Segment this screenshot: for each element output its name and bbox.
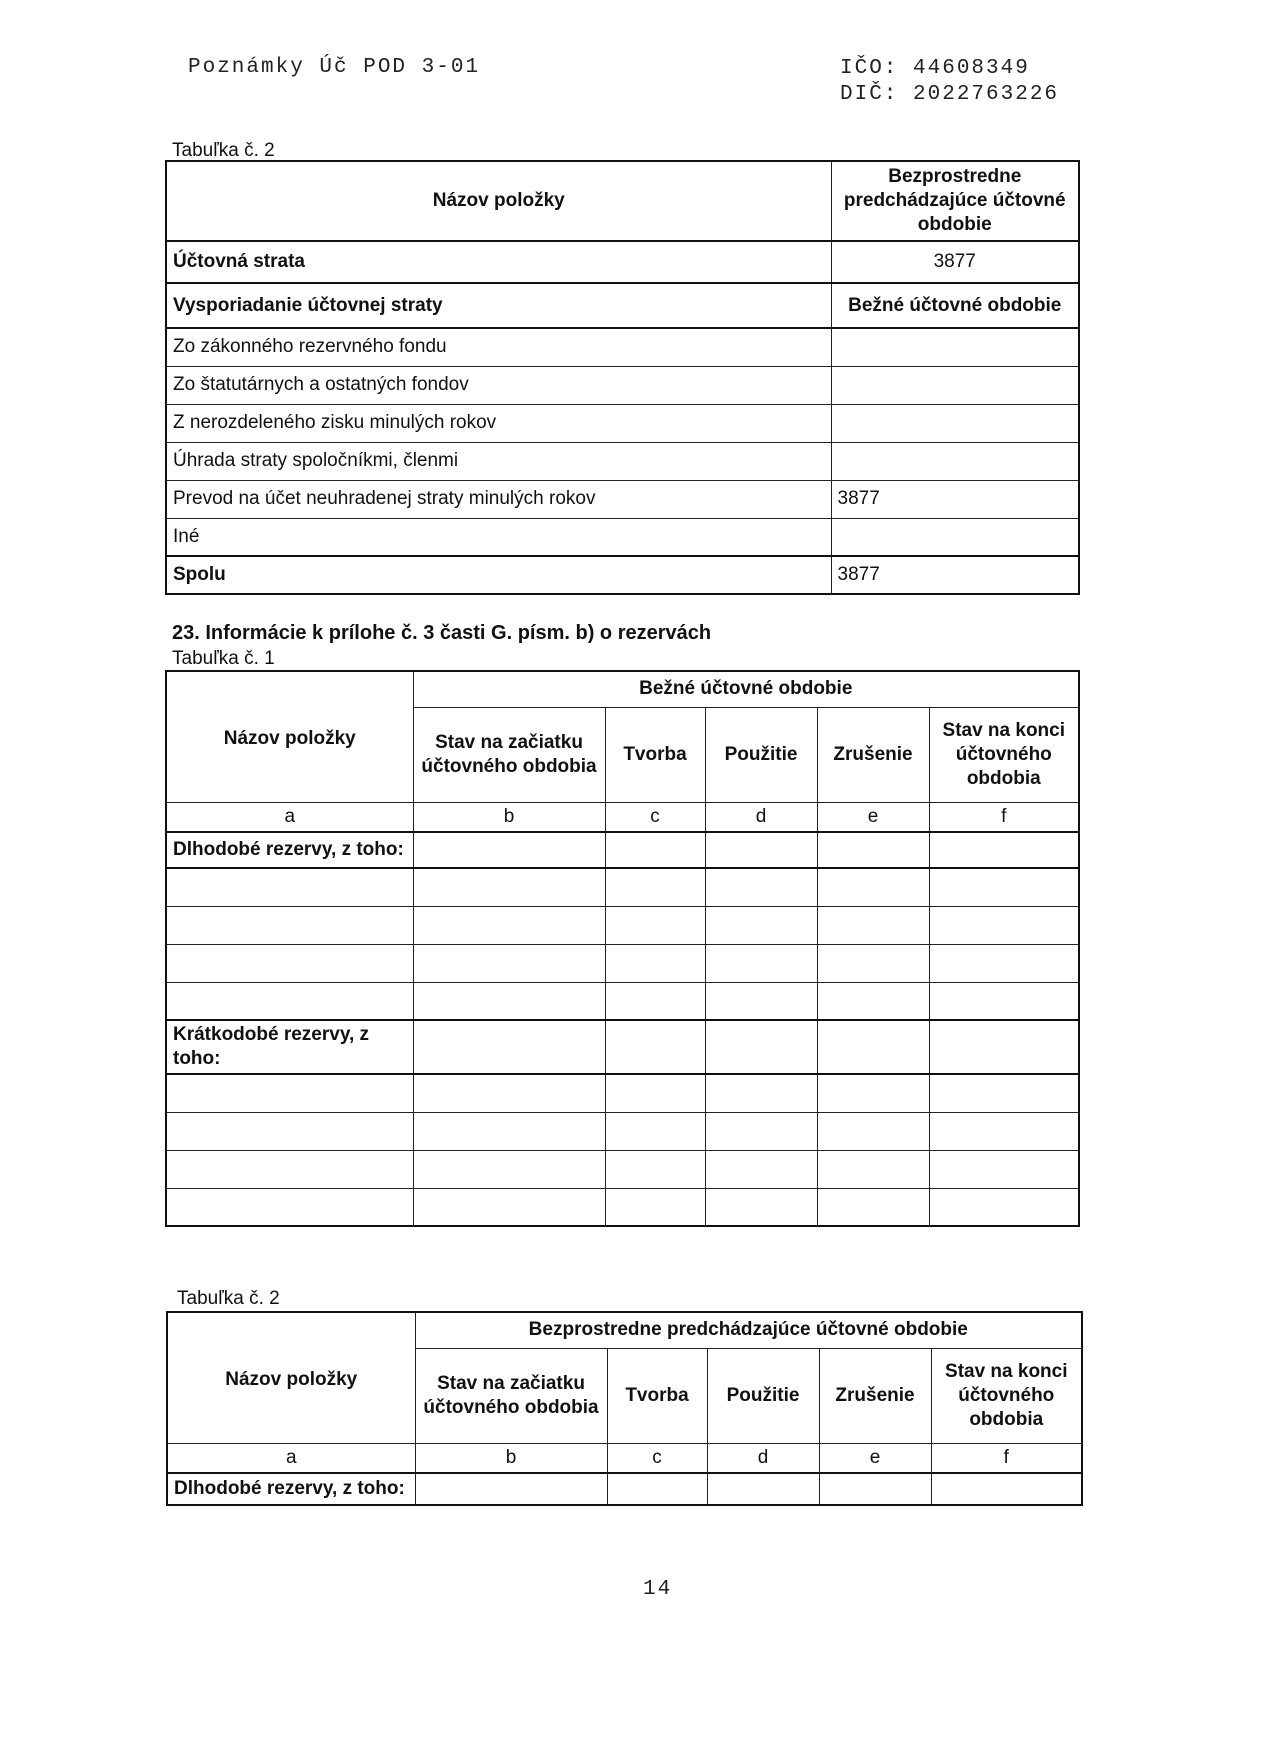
table-row xyxy=(166,868,1079,906)
col-header-creation: Tvorba xyxy=(605,707,705,802)
settlement-label: Vysporiadanie účtovnej straty xyxy=(166,283,831,328)
long-term-reserves-label: Dlhodobé rezervy, z toho: xyxy=(167,1473,415,1505)
col-header-end: Stav na konci účtovného obdobia xyxy=(929,707,1079,802)
table-row xyxy=(166,944,1079,982)
table-row: Zo štatutárnych a ostatných fondov xyxy=(166,366,1079,404)
table-row xyxy=(166,1188,1079,1226)
column-letters-row: a b c d e f xyxy=(166,802,1079,832)
col-header-usage: Použitie xyxy=(705,707,817,802)
col-header-prev-period: Bezprostredne predchádzajúce účtovné obdobie xyxy=(831,161,1079,241)
col-header-creation: Tvorba xyxy=(607,1348,707,1443)
loss-label: Účtovná strata xyxy=(166,241,831,283)
period-header: Bežné účtovné obdobie xyxy=(413,671,1079,707)
reserves-previous-table xyxy=(166,1311,1083,1506)
section-23-title: 23. Informácie k prílohe č. 3 časti G. písm. b) o rezervách xyxy=(172,622,712,644)
total-label: Spolu xyxy=(166,556,831,594)
table-row xyxy=(166,1074,1079,1112)
col-header-name: Názov položky xyxy=(166,161,831,241)
col-header-name: Názov položky xyxy=(166,671,413,802)
short-term-reserves-label: Krátkodobé rezervy, z toho: xyxy=(166,1020,413,1074)
settlement-period: Bežné účtovné obdobie xyxy=(831,283,1079,328)
page-number: 14 xyxy=(643,1578,673,1601)
reserves-current-table xyxy=(165,670,1080,1227)
col-header-usage: Použitie xyxy=(707,1348,819,1443)
dic-number: DIČ: 2022763226 xyxy=(840,83,1060,106)
table-c-caption: Tabuľka č. 2 xyxy=(177,1288,280,1309)
table-row: Iné xyxy=(166,518,1079,556)
table-row: Z nerozdeleného zisku minulých rokov xyxy=(166,404,1079,442)
table-row xyxy=(166,1150,1079,1188)
table-a-caption: Tabuľka č. 2 xyxy=(172,140,275,161)
column-letters-row: a b c d e f xyxy=(167,1443,1082,1473)
period-header: Bezprostredne predchádzajúce účtovné obdobie xyxy=(415,1312,1082,1348)
document-header-right xyxy=(840,56,1059,108)
table-row xyxy=(166,906,1079,944)
loss-settlement-table xyxy=(165,160,1080,595)
table-row xyxy=(166,982,1079,1020)
table-b-caption: Tabuľka č. 1 xyxy=(172,648,275,669)
loss-value: 3877 xyxy=(831,241,1079,283)
table-row: Zo zákonného rezervného fondu xyxy=(166,328,1079,366)
table-row: Úhrada straty spoločníkmi, členmi xyxy=(166,442,1079,480)
table-row: Prevod na účet neuhradenej straty minulých rokov 3877 xyxy=(166,480,1079,518)
long-term-reserves-label: Dlhodobé rezervy, z toho: xyxy=(166,832,413,868)
table-row xyxy=(166,1112,1079,1150)
ico-number: IČO: 44608349 xyxy=(840,57,1030,80)
col-header-name: Názov položky xyxy=(167,1312,415,1443)
col-header-cancellation: Zrušenie xyxy=(819,1348,931,1443)
col-header-start: Stav na začiatku účtovného obdobia xyxy=(413,707,605,802)
total-value: 3877 xyxy=(831,556,1079,594)
col-header-cancellation: Zrušenie xyxy=(817,707,929,802)
col-header-end: Stav na konci účtovného obdobia xyxy=(931,1348,1082,1443)
col-header-start: Stav na začiatku účtovného obdobia xyxy=(415,1348,607,1443)
document-header-left: Poznámky Úč POD 3-01 xyxy=(188,56,481,79)
